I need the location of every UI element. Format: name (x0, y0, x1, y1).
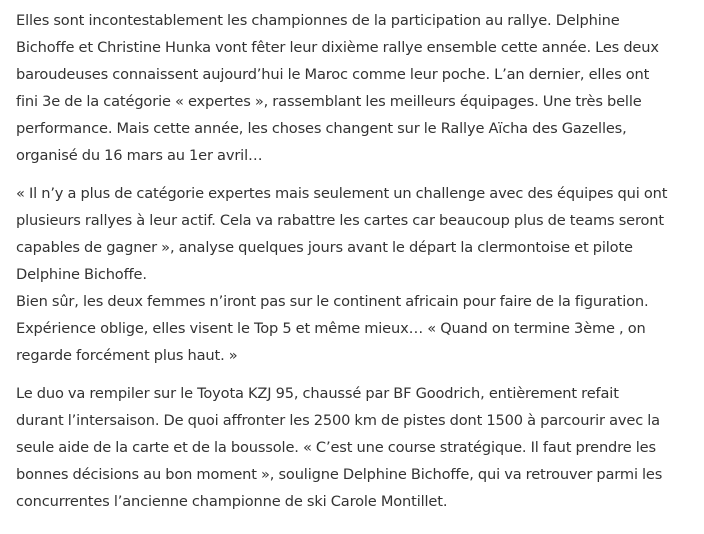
paragraph-3 (16, 380, 696, 515)
paragraph-line: organisé du 16 mars au 1er avril… (16, 147, 263, 164)
paragraph-line: bonnes décisions au bon moment », souligne Delphine Bichoffe, qui va retrouver parmi les (16, 466, 663, 483)
paragraph-line: performance. Mais cette année, les choses changent sur le Rallye Aïcha des Gazelles, (16, 120, 627, 137)
paragraph-line: Elles sont incontestablement les championnes de la participation au rallye. Delphine (16, 12, 620, 29)
paragraph-line: durant l’intersaison. De quoi affronter les 2500 km de pistes dont 1500 à parcourir avec la (16, 412, 660, 429)
paragraph-line: Le duo va rempiler sur le Toyota KZJ 95, chaussé par BF Goodrich, entièrement refait (16, 385, 619, 402)
paragraph-line: Bien sûr, les deux femmes n’iront pas sur le continent africain pour faire de la figuration. (16, 293, 649, 310)
paragraph-line: capables de gagner », analyse quelques jours avant le départ la clermontoise et pilote (16, 239, 633, 256)
paragraph-2 (16, 180, 696, 369)
paragraph-1 (16, 7, 696, 169)
paragraph-line: seule aide de la carte et de la boussole. « C’est une course stratégique. Il faut prendre les (16, 439, 656, 456)
paragraph-line: « Il n’y a plus de catégorie expertes mais seulement un challenge avec des équipes qui ont (16, 185, 668, 202)
paragraph-line: plusieurs rallyes à leur actif. Cela va rabattre les cartes car beaucoup plus de teams seront (16, 212, 664, 229)
paragraph-line: baroudeuses connaissent aujourd’hui le Maroc comme leur poche. L’an dernier, elles ont (16, 66, 650, 83)
paragraph-line: concurrentes l’ancienne championne de ski Carole Montillet. (16, 493, 448, 510)
paragraph-line: regarde forcément plus haut. » (16, 347, 238, 364)
paragraph-line: Delphine Bichoffe. (16, 266, 147, 283)
paragraph-line: Bichoffe et Christine Hunka vont fêter leur dixième rallye ensemble cette année. Les deux (16, 39, 659, 56)
paragraph-line: fini 3e de la catégorie « expertes », rassemblant les meilleurs équipages. Une très belle (16, 93, 642, 110)
article-body (16, 7, 696, 526)
paragraph-line: Expérience oblige, elles visent le Top 5 et même mieux… « Quand on termine 3ème , on (16, 320, 646, 337)
